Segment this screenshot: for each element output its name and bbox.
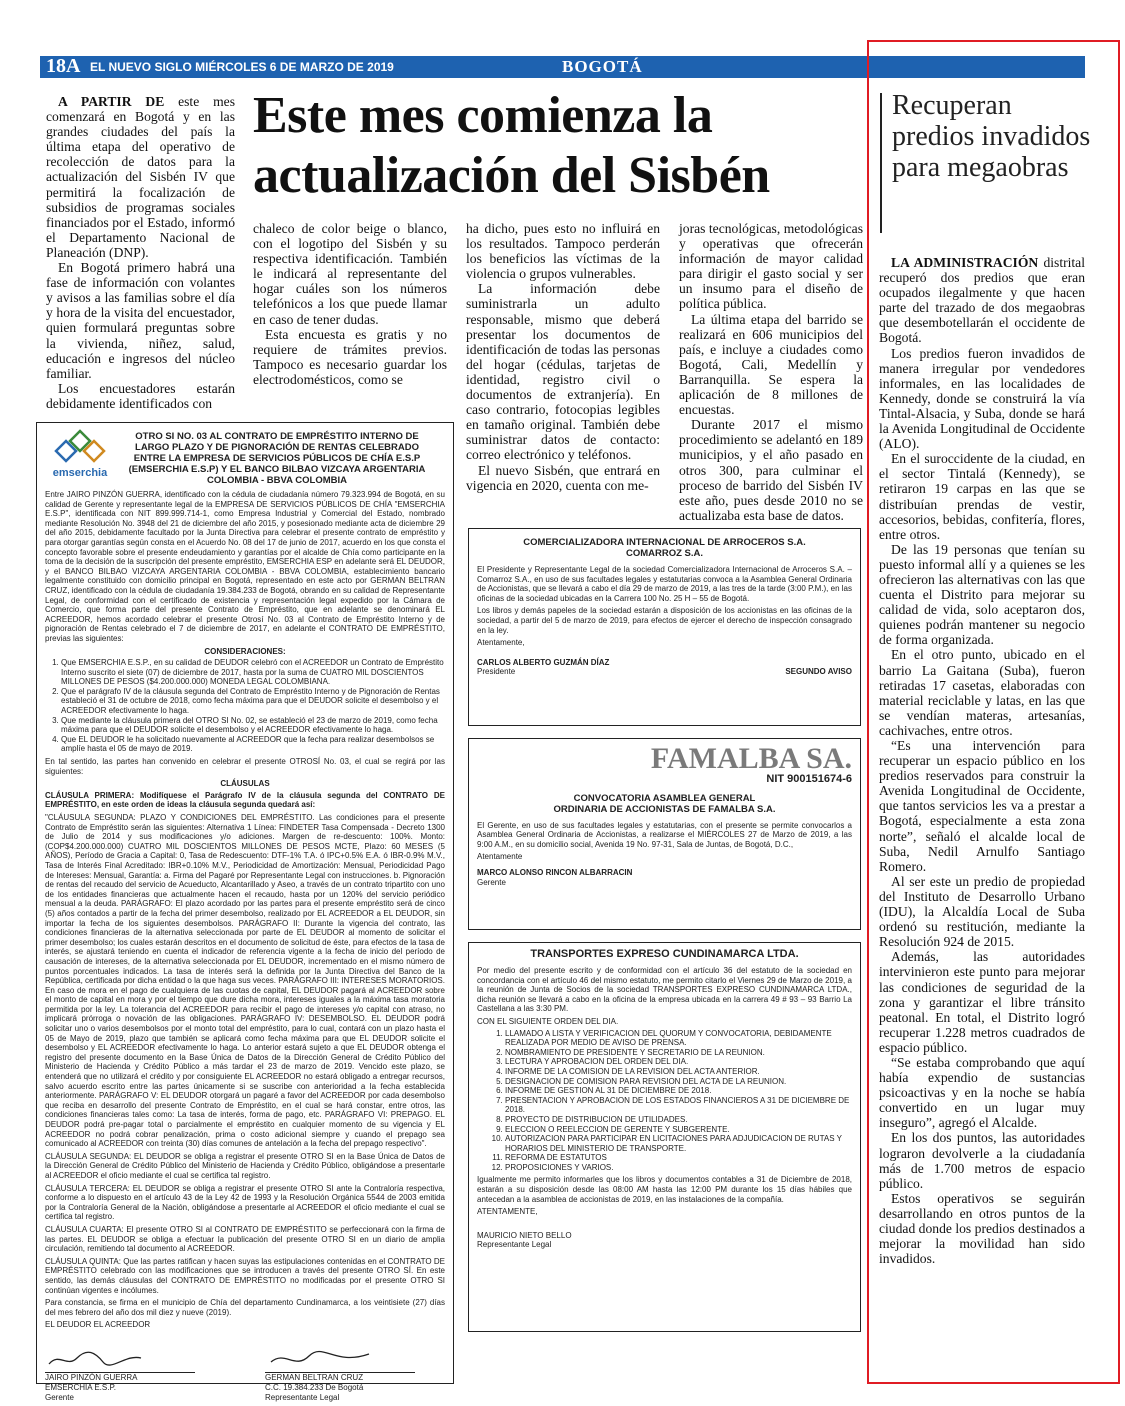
sidebar-paragraph: “Se estaba comprobando que aquí había expendio de sustancias psicoactivas y en la noche se había convertido en un lugar muy inseguro”, agregó el Alcalde. (879, 1054, 1085, 1131)
agenda-item: 12. PROPOSICIONES Y VARIOS. (505, 1163, 852, 1173)
sidebar-paragraph: Al ser este un predio de propiedad del Instituto de Desarrollo Urbano (IDU), la Alcaldía Local de Suba ordenó su restitución, mediante la Resolución 924 de 2015. (879, 873, 1085, 950)
comarroz-signer: CARLOS ALBERTO GUZMÁN DÍAZ (477, 657, 610, 667)
article-paragraph: joras tecnológicas, metodológicas y operativas que ofrecerán información de mayor calidad para dirigir el gasto social y ser un insumo para el diseño de política pública. (679, 221, 863, 312)
comarroz-paragraph: El Presidente y Representante Legal de la sociedad Comercializadora Internacional de Arroceros S.A. – Comarroz S.A., en uso de sus facultades legales y estatutarias convoca a la Asamblea General Ordinaria de Accionistas, que se llevará a cabo el día 29 de marzo de 2019, a las tres de la tarde (3:00 P.M.), en las oficinas de la sociedad ubicadas en la Carrera 100 No. 25 H – 55 de Bogotá. (477, 565, 852, 603)
sidebar-paragraph: Los predios fueron invadidos de manera irregular por vendedores informales, en las localidades de Kennedy, donde se construirá la vía Tintal-Alsacia, y Suba, donde se hará la Avenida Longitudinal de Occidente (ALO). (879, 345, 1085, 452)
emserchia-logo-text: emserchia (52, 466, 108, 479)
sidebar-title-rule (880, 93, 882, 233)
emserchia-closing-parties: EL DEUDOR EL ACREEDOR (45, 1320, 151, 1330)
sidebar-article-body (879, 255, 1085, 1266)
signer1-org: EMSERCHIA E.S.P. (45, 1383, 116, 1393)
famalba-brand: FAMALBA SA. (650, 742, 852, 775)
comarroz-title: COMERCIALIZADORA INTERNACIONAL DE ARROCEROS S.A. COMARROZ S.A. (523, 537, 806, 559)
article-lead-column (46, 94, 235, 411)
legal-notice-comarroz (468, 528, 861, 726)
signature-icon (45, 1348, 155, 1370)
article-paragraph: ha dicho, pues esto no influirá en los resultados. Tampoco perderán los beneficios las víctimas de la violencia o grupos vulnerables. (466, 221, 660, 282)
emserchia-body (37, 490, 453, 1402)
agenda-item: 3. LECTURA Y APROBACION DEL ORDEN DEL DIA. (505, 1057, 852, 1067)
article-paragraph: chaleco de color beige o blanco, con el logotipo del Sisbén y su respectiva identificación. También le indicará al representante del hogar cuáles son los números telefónicos a los que puede llamar en caso de tener dudas. (253, 221, 447, 327)
sidebar-headline: Recuperan predios invadidos para megaobras (892, 90, 1091, 183)
agenda-item: 2. NOMBRAMIENTO DE PRESIDENTE Y SECRETARIO DE LA REUNION. (505, 1048, 852, 1058)
lead-caps: A PARTIR DE (58, 94, 165, 109)
emserchia-logo-icon (52, 429, 108, 465)
article-column-2 (253, 221, 447, 387)
clause-item: CLÁUSULA TERCERA: EL DEUDOR se obliga a registrar el presente OTRO SI ante la Contraloría respectiva, conforme a lo dispuesto en el artículo 43 de la Ley 42 de 1993 y la Resolución Orgánica 5544 de 2003 emitida por la Contraloría General de la Nación, obligándose a presentarle al ACREEDOR el oficio mediante el cual se certifica tal registro. (45, 1183, 445, 1222)
sidebar-lead-caps: LA ADMINISTRACIÓN (891, 255, 1039, 270)
agenda-item: 9. ELECCION O REELECCION DE GERENTE Y SUBGERENTE. (505, 1125, 852, 1135)
article-paragraph: La información debe suministrarla un adulto responsable, mismo que deberá presentar los documentos de identificación de todas las personas del hogar (cédulas, tarjetas de identidad, registro civil o documentos de extranjería). En caso contrario, fotocopias legibles en tamaño original. También debe suministrar datos de contacto: correo electrónico y teléfonos. (466, 281, 660, 463)
agenda-item: 10. AUTORIZACION PARA PARTICIPAR EN LICITACIONES PARA ADJUDICACION DE RUTAS Y HORARIOS DEL MINISTERIO DE TRANSPORTE. (505, 1134, 852, 1153)
legal-notice-transportes (468, 942, 861, 1332)
article-paragraph: La última etapa del barrido se realizará en 606 municipios del país, e incluye a ciudades como Bogotá, Cali, Medellín y Barranquilla. Se espera la aplicación de 8 millones de encuestas. (679, 311, 863, 418)
signer1-role: Gerente (45, 1392, 74, 1402)
emserchia-closing: Para constancia, se firma en el municipio de Chía del departamento Cundinamarca, a los veintisiete (27) días del mes febrero del año dos mil diez y nueve (2019). (45, 1298, 445, 1317)
transportes-signer: MAURICIO NIETO BELLO (477, 1230, 572, 1240)
comarroz-paragraph: Los libros y demás papeles de la sociedad estarán a disposición de los accionistas en las oficinas de la sociedad, a partir del 5 de marzo de 2019, para efectos de ejercer el derecho de inspección consagrado en la ley. (477, 606, 852, 635)
sidebar-paragraph: Estos operativos se seguirán desarrollando en otros puntos de la ciudad donde los predios destinados a mejorar la movilidad han sido invadidos. (879, 1190, 1085, 1267)
clause-item: CLÁUSULA QUINTA: Que las partes ratifican y hacen suyas las estipulaciones contenidas en el CONTRATO DE EMPRÉSTITO celebrado con las modificaciones que se introducen a través del presente OTRO SÍ. En este sentido, las demás cláusulas del CONTRATO DE EMPRÉSTITO no modificadas por el presente OTRO SI continúan vigentes e incólumes. (45, 1256, 445, 1295)
transportes-footer: Igualmente me permito informarles que los libros y documentos contables a 31 de Diciembre de 2018, estarán a su disposición desde las 08:00 AM hasta las 12:00 PM durante los 15 días hábiles que antecedan a la asamblea de accionistas de 2019, en las instalaciones de la compañía. (477, 1175, 852, 1204)
agenda-item: 5. DESIGNACION DE COMISION PARA REVISION DEL ACTA DE LA REUNION. (505, 1077, 852, 1087)
consideration-item: 3. Que mediante la cláusula primera del OTRO SI No. 02, se estableció el 23 de marzo de 2019, como fecha máxima para que el DEUDOR solicite el desembolso y el ACREEDOR efectivamente lo haga. (61, 716, 445, 735)
famalba-role: Gerente (477, 877, 506, 887)
page-number: 18A (46, 55, 81, 77)
sidebar-paragraph: Además, las autoridades intervinieron este punto para mejorar las condiciones de seguridad de la zona y garantizar el libre tránsito peatonal. En total, el Distrito logró recuperar 1.228 metros cuadrados de espacio público. (879, 949, 1085, 1055)
transportes-role: Representante Legal (477, 1240, 552, 1250)
agenda-item: 11. REFORMA DE ESTATUTOS (505, 1153, 852, 1163)
signer2-name: GERMAN BELTRAN CRUZ (265, 1373, 364, 1383)
clause-item: "CLÁUSULA SEGUNDA: PLAZO Y CONDICIONES DEL EMPRÉSTITO. Las condiciones para el presente Contrato de Empréstito serán las siguientes: Alternativa 1 Línea: FINDETER Tasa Compensada - Decreto 1300 de Julio de 2014 y sus modificaciones y/o adiciones. Margen de re-descuento: 100%. Monto: (COP$4.200.000.000) CUATRO MIL DOSCIENTOS MILLONES DE PESOS MCTE, Plazo: 60 MESES (5 AÑOS), Período de Gracia a Capital: 0, Tasa de Redescuento: DTF-1% T.A. ó IPC+0.5% E.A. ó IBR-0.9% M.V., Tasa de Interés Final Acreditado: IBR+0.10% M.V., Periodicidad de Amortización: Mensual, Periodicidad Pago de Intereses: Mensual, Garantía: a. Firma del Pagaré por Representante Legal con instrucciones. b. Pignoración de rentas del recaudo del servicio de Acueducto, Alcantarillado y Aseo, a través de un contrato tripartito con uno de los entidades financieras que actualmente hacen el recaudo, hasta por un 120% del servicio periódico mensual a la deuda. PARÁGRAFO: El plazo acordado por las partes para el presente empréstito será de cinco (5) años contados a partir de la fecha del primer desembolso, realizado por EL ACREEDOR a EL DEUDOR, sin importar la fecha de los siguientes desembolsos. PARÁGRAFO II: Durante la vigencia del contrato, las condiciones financieras de la alternativa seleccionada por parte de EL DEUDOR al momento de solicitar el primer desembolso; los cuales estarán descritos en el documento de solicitud de éste, para efectos de la tasa de interés, se ajustará teniendo en cuenta el indicador de referencia vigente a la fecha de inicio del período de causación de intereses, de la alternativa seleccionada por EL DEUDOR, incrementado en el mismo número de puntos porcentuales indicados. La tasa de interés será la definida por la Junta Directiva del Banco de la República, certificada por dicha entidad o la que haga sus veces. PARÁGRAFO III: INTERESES MORATORIOS. En caso de mora en el pago de cualquiera de las cuotas de capital, EL DEUDOR pagará al ACREEDOR sobre el monto de capital en mora y por el tiempo que dure dicha mora, intereses iguales a la máxima tasa moratoria permitida por la ley. La tolerancia del ACREEDOR para recibir el pago de intereses y/o capital con atraso, no implicará prórroga o novación de las obligaciones. PARÁGRAFO IV: DESEMBOLSO. EL DEUDOR podrá solicitar uno o varios desembolsos por el monto total del empréstito, para lo cual, contará con un plazo hasta el 05 de Mayo de 2019, plazo que también se aplicará como fecha máxima para que EL DEUDOR solicite el desembolso y EL ACREEDOR efectivamente lo haga. Lo anterior estará sujeto a que EL DEUDOR obtenga el registro del presente documento en la Base Única de Datos de la Dirección General de Crédito Público del Ministerio de Hacienda y Crédito Público a más tardar el 23 de marzo de 2019. Vencido este plazo, se entenderá que no utilizará el crédito y por consiguiente EL ACREEDOR no estará obligado a entregar recursos, salvo acuerdo escrito entre las partes únicamente si se suscribe con anterioridad a la fecha establecida anteriormente. PARÁGRAFO V: EL DEUDOR otorgará un pagaré a favor del ACREEDOR por cada desembolso que reciba en desarrollo del presente Contrato de Empréstito, en el cual se hará constar, entre otros, las condiciones financieras tales como: La tasa de interés, forma de pago, etc. PARÁGRAFO VI: PREPAGO. EL DEUDOR podrá pre-pagar total o parcialmente el empréstito en cualquier momento de su vigencia y EL ACREEDOR no podrá cobrar penalización, prima o costo adicional siempre y cuando el prepago sea comunicado al ACREEDOR con treinta (30) días comunes de antelación a la fecha del prepago respectivo". (45, 813, 445, 1149)
famalba-nit: NIT 900151674-6 (766, 773, 852, 785)
article-paragraph: En Bogotá primero habrá una fase de información con volantes y avisos a las familias sobre el día y hora de la visita del encuestador, quien formulará preguntas sobre la vivienda, niñez, salud, educación e ingresos del núcleo familiar. (46, 260, 235, 381)
consideration-item: 2. Que el parágrafo IV de la cláusula segunda del Contrato de Empréstito Interno y de Pignoración de Rentas estableció el 31 de octubre de 2018, como fecha máxima para que el DEUDOR solicite el desembolso y el ACREEDOR efectivamente lo haga. (61, 687, 445, 716)
signer2-id: C.C. 19.384.233 De Bogotá (265, 1383, 364, 1393)
sidebar-paragraph: En el otro punto, ubicado en el barrio La Gaitana (Suba), fueron retiradas 17 casetas, elaboradas con material reciclable y latas, en las que se vendían materas, artesanías, cachivaches, entre otros. (879, 647, 1085, 738)
agenda-item: 7. PRESENTACION Y APROBACION DE LOS ESTADOS FINANCIEROS A 31 DE DICIEMBRE DE 2018. (505, 1096, 852, 1115)
clauses-title: CLÁUSULAS (220, 779, 270, 789)
sidebar-paragraph: En el suroccidente de la ciudad, en el sector Tintalá (Kennedy), se retiraron 19 carpas en las que se distribuían prendas de vestir, accesorios, bebidas, confitería, flores, entre otros. (879, 451, 1085, 542)
article-paragraph: El nuevo Sisbén, que entrará en vigencia en 2020, cuenta con me- (466, 462, 660, 493)
comarroz-footer (477, 667, 852, 677)
publication-date: EL NUEVO SIGLO MIÉRCOLES 6 DE MARZO DE 2019 (90, 60, 394, 74)
section-name: BOGOTÁ (562, 57, 643, 76)
famalba-signer: MARCO ALONSO RINCON ALBARRACIN (477, 867, 633, 877)
article-column-3 (466, 221, 660, 493)
signer2-role: Representante Legal (265, 1392, 340, 1402)
signer1-name: JAIRO PINZÓN GUERRA (45, 1373, 138, 1383)
agenda-item: 6. INFORME DE GESTION AL 31 DE DICIEMBRE DE 2018. (505, 1086, 852, 1096)
consideration-item: 1. Que EMSERCHIA E.S.P., en su calidad de DEUDOR celebró con el ACREEDOR un Contrato de Empréstito Interno suscrito el siete (07) de diciembre de 2017, hasta por la suma de CUATRO MIL DOSCIENTOS MILLONES DE PESOS ($4.200.000.000) MONEDA LEGAL COLOMBIANA. (61, 658, 445, 687)
agenda-item: 1. LLAMADO A LISTA Y VERIFICACION DEL QUORUM Y CONVOCATORIA, DEBIDAMENTE REALIZADA POR MEDIO DE AVISO DE PRENSA. (505, 1029, 852, 1048)
clause-item: CLÁUSULA CUARTA: El presente OTRO SI al CONTRATO DE EMPRÉSTITO se perfeccionará con la firma de las partes. EL DEUDOR se obliga a efectuar la publicación del presente OTRO SI en un diario de amplia circulación, remitiendo tal documento al ACREEDOR. (45, 1224, 445, 1254)
famalba-regards: Atentamente (477, 852, 523, 862)
article-column-4 (679, 221, 863, 523)
article-headline: Este mes comienza la actualización del Sisbén (253, 87, 770, 204)
signer-deudor (45, 1348, 225, 1402)
comarroz-role: Presidente (477, 667, 516, 677)
legal-notice-famalba (468, 738, 861, 930)
legal-notice-emserchia (36, 422, 454, 1402)
considerations-title: CONSIDERACIONES: (204, 646, 286, 656)
agenda-item: 8. PROYECTO DE DISTRIBUCION DE UTILIDADES. (505, 1115, 852, 1125)
sidebar-lead: distrital recuperó dos predios que eran ocupados ilegalmente y que hacen parte del trazado de dos megaobras que desembotellarán el occidente de Bogotá. (879, 255, 1085, 346)
agenda-item: 4. INFORME DE LA COMISION DE LA REVISION DEL ACTA ANTERIOR. (505, 1067, 852, 1077)
sidebar-paragraph: De las 19 personas que tenían su puesto informal allí y a quienes se les ofrecieron las alternativas con las que cuenta el Distrito para mejorar su calidad de vida, solo aceptaron dos, quienes podrán mantener su negocio de forma organizada. (879, 541, 1085, 648)
lead-text: este mes comenzará en Bogotá y en las grandes ciudades del país la última etapa del operativo de recolección de datos para la actualización del Sisbén IV que permitirá la focalización de subsidios de programas sociales financiados por el Estado, informó el Departamento Nacional de Planeación (DNP). (46, 94, 235, 260)
sidebar-paragraph: En los dos puntos, las autoridades lograron devolverle a la ciudadanía más de 1.700 metros de espacio público. (879, 1130, 1085, 1191)
signature-icon (265, 1348, 375, 1370)
emserchia-intro: Entre JAIRO PINZÓN GUERRA, identificado con la cédula de ciudadanía número 79.323.994 de Bogotá, en su calidad de Gerente y representante legal de la EMPRESA DE SERVICIOS PÚBLICOS DE CHÍA "EMSERCHIA E.S.P", identificada con NIT 899.999.714-1, como Empresa Industrial y Comercial del Estado, nombrado mediante Resolución No. 3948 del 21 de diciembre del año 2015, y posesionado mediante acta de diciembre 29 del año 2015, debidamente facultado por la Junta Directiva para celebrar el presente contrato de empréstito y para otorgar garantías según consta en el Acuerdo No. 08 del 17 de junio de 2017, acuerdo en los que consta el concepto favorable sobre el presente endeudamiento y garantías por el alcalde de Chía como participante en la toma de la decisión de la suscripción del presente empréstito, EMSERCHIA ESP en adelante será EL DEUDOR, y el BANCO BILBAO VIZCAYA ARGENTARIA COLOMBIA - BBVA COLOMBIA, establecimiento bancario legalmente constituido con domicilio principal en Bogotá, representado en este acto por GERMAN BELTRAN CRUZ, identificado con la cédula de ciudadanía 19.384.233 de Bogotá, obrando en su calidad de Representante Legal, de conformidad con el certificado de existencia y representación legal expedido por la Cámara de Comercio, que forma parte del presente Contrato de Empréstito, que en adelante se denominará EL ACREEDOR, hemos acordado celebrar el presente Otrosí No. 03 al Contrato de Empréstito Interno y de pignoración de Rentas celebrado el 7 de diciembre de 2017, en adelante el CONTRATO DE EMPRÉSTITO, previas las siguientes: (45, 490, 445, 643)
clause-item: CLÁUSULA SEGUNDA: EL DEUDOR se obliga a registrar el presente OTRO SI en la Base Única de Datos de la Dirección General de Crédito Público del Ministerio de Hacienda y Crédito Público, obligándose a presentarle al ACREEDOR el oficio mediante el cual se certifica tal registro. (45, 1151, 445, 1180)
article-paragraph: Los encuestadores estarán debidamente identificados con (46, 380, 235, 411)
transportes-regards: ATENTAMENTE, (477, 1207, 538, 1217)
famalba-title: CONVOCATORIA ASAMBLEA GENERAL ORDINARIA DE ACCIONISTAS DE FAMALBA S.A. (553, 792, 776, 815)
famalba-body: El Gerente, en uso de sus facultades legales y estatutarias, con el presente se permite convocarlos a Asamblea General Ordinaria de Accionistas, a realizarse el MIÉRCOLES 27 de Marzo de 2019, a las 9:00 A.M., en su domicilio social, Avenida 19 No. 97-31, Sala de Juntas, de Bogotá, D.C., (477, 820, 852, 849)
transportes-body: Por medio del presente escrito y de conformidad con el artículo 36 del estatuto de la sociedad en concordancia con el artículo 46 del mismo estatuto, me permito citarlo el Viernes 29 de Marzo de 2019, a la reunión de Junta de Socios de la sociedad TRANSPORTES EXPRESO CUNDINAMARCA LTDA., dicha reunión se llevará a cabo en la oficina de la empresa ubicada en la carrera 49 # 93 – 93 Barrio La Castellana a las 3:30 PM. (477, 966, 852, 1014)
article-paragraph: Durante 2017 el mismo procedimiento se adelantó en 189 municipios, y el año pasado en otros 300, para culminar el proceso de barrido del Sisbén IV este año, pues desde 2010 no se actualizaba esta base de datos. (679, 417, 863, 523)
clause-item: CLÁUSULA PRIMERA: Modifíquese el Parágrafo IV de la cláusula segunda del CONTRATO DE EMPRÉSTITO, en este orden de ideas la cláusula segunda quedará así: (45, 790, 445, 810)
signer-acreedor (265, 1348, 445, 1402)
emserchia-title: OTRO SI NO. 03 AL CONTRATO DE EMPRÉSTITO INTERNO DE LARGO PLAZO Y DE PIGNORACIÓN DE RENTAS CELEBRADO ENTRE LA EMPRESA DE SERVICIOS PÚBLICOS DE CHÍA E.S.P (EMSERCHIA E.S.P) Y EL BANCO BILBAO VIZCAYA ARGENTARIA COLOMBIA - BBVA COLOMBIA (128, 431, 426, 486)
emserchia-agreement: En tal sentido, las partes han convenido en celebrar el presente OTROSÍ No. 03, el cual se regirá por las siguientes: (45, 757, 445, 776)
consideration-item: 4. Que EL DEUDOR le ha solicitado nuevamente al ACREEDOR que la fecha para realizar desembolsos se amplíe hasta el 05 de mayo de 2019. (61, 735, 445, 754)
emserchia-logo (45, 429, 115, 486)
transportes-title: TRANSPORTES EXPRESO CUNDINAMARCA LTDA. (530, 948, 799, 960)
emserchia-header (37, 423, 453, 490)
transportes-agenda-title: CON EL SIGUIENTE ORDEN DEL DIA. (477, 1016, 619, 1026)
signature-block (45, 1348, 445, 1402)
article-paragraph: Esta encuesta es gratis y no requiere de trámites previos. Tampoco es necesario guardar los electrodomésticos, como se (253, 326, 447, 387)
comarroz-regards: Atentamente, (477, 638, 525, 648)
comarroz-notice: SEGUNDO AVISO (785, 667, 852, 677)
sidebar-paragraph: “Es una intervención para recuperar un espacio público en los predios reservados para construir la Avenida Longitudinal de Occidente, que tantos servicios les va a prestar a Bogotá, especialmente a esta zona norte”, señaló el alcalde local de Suba, Nedil Arnulfo Santiago Romero. (879, 738, 1085, 874)
